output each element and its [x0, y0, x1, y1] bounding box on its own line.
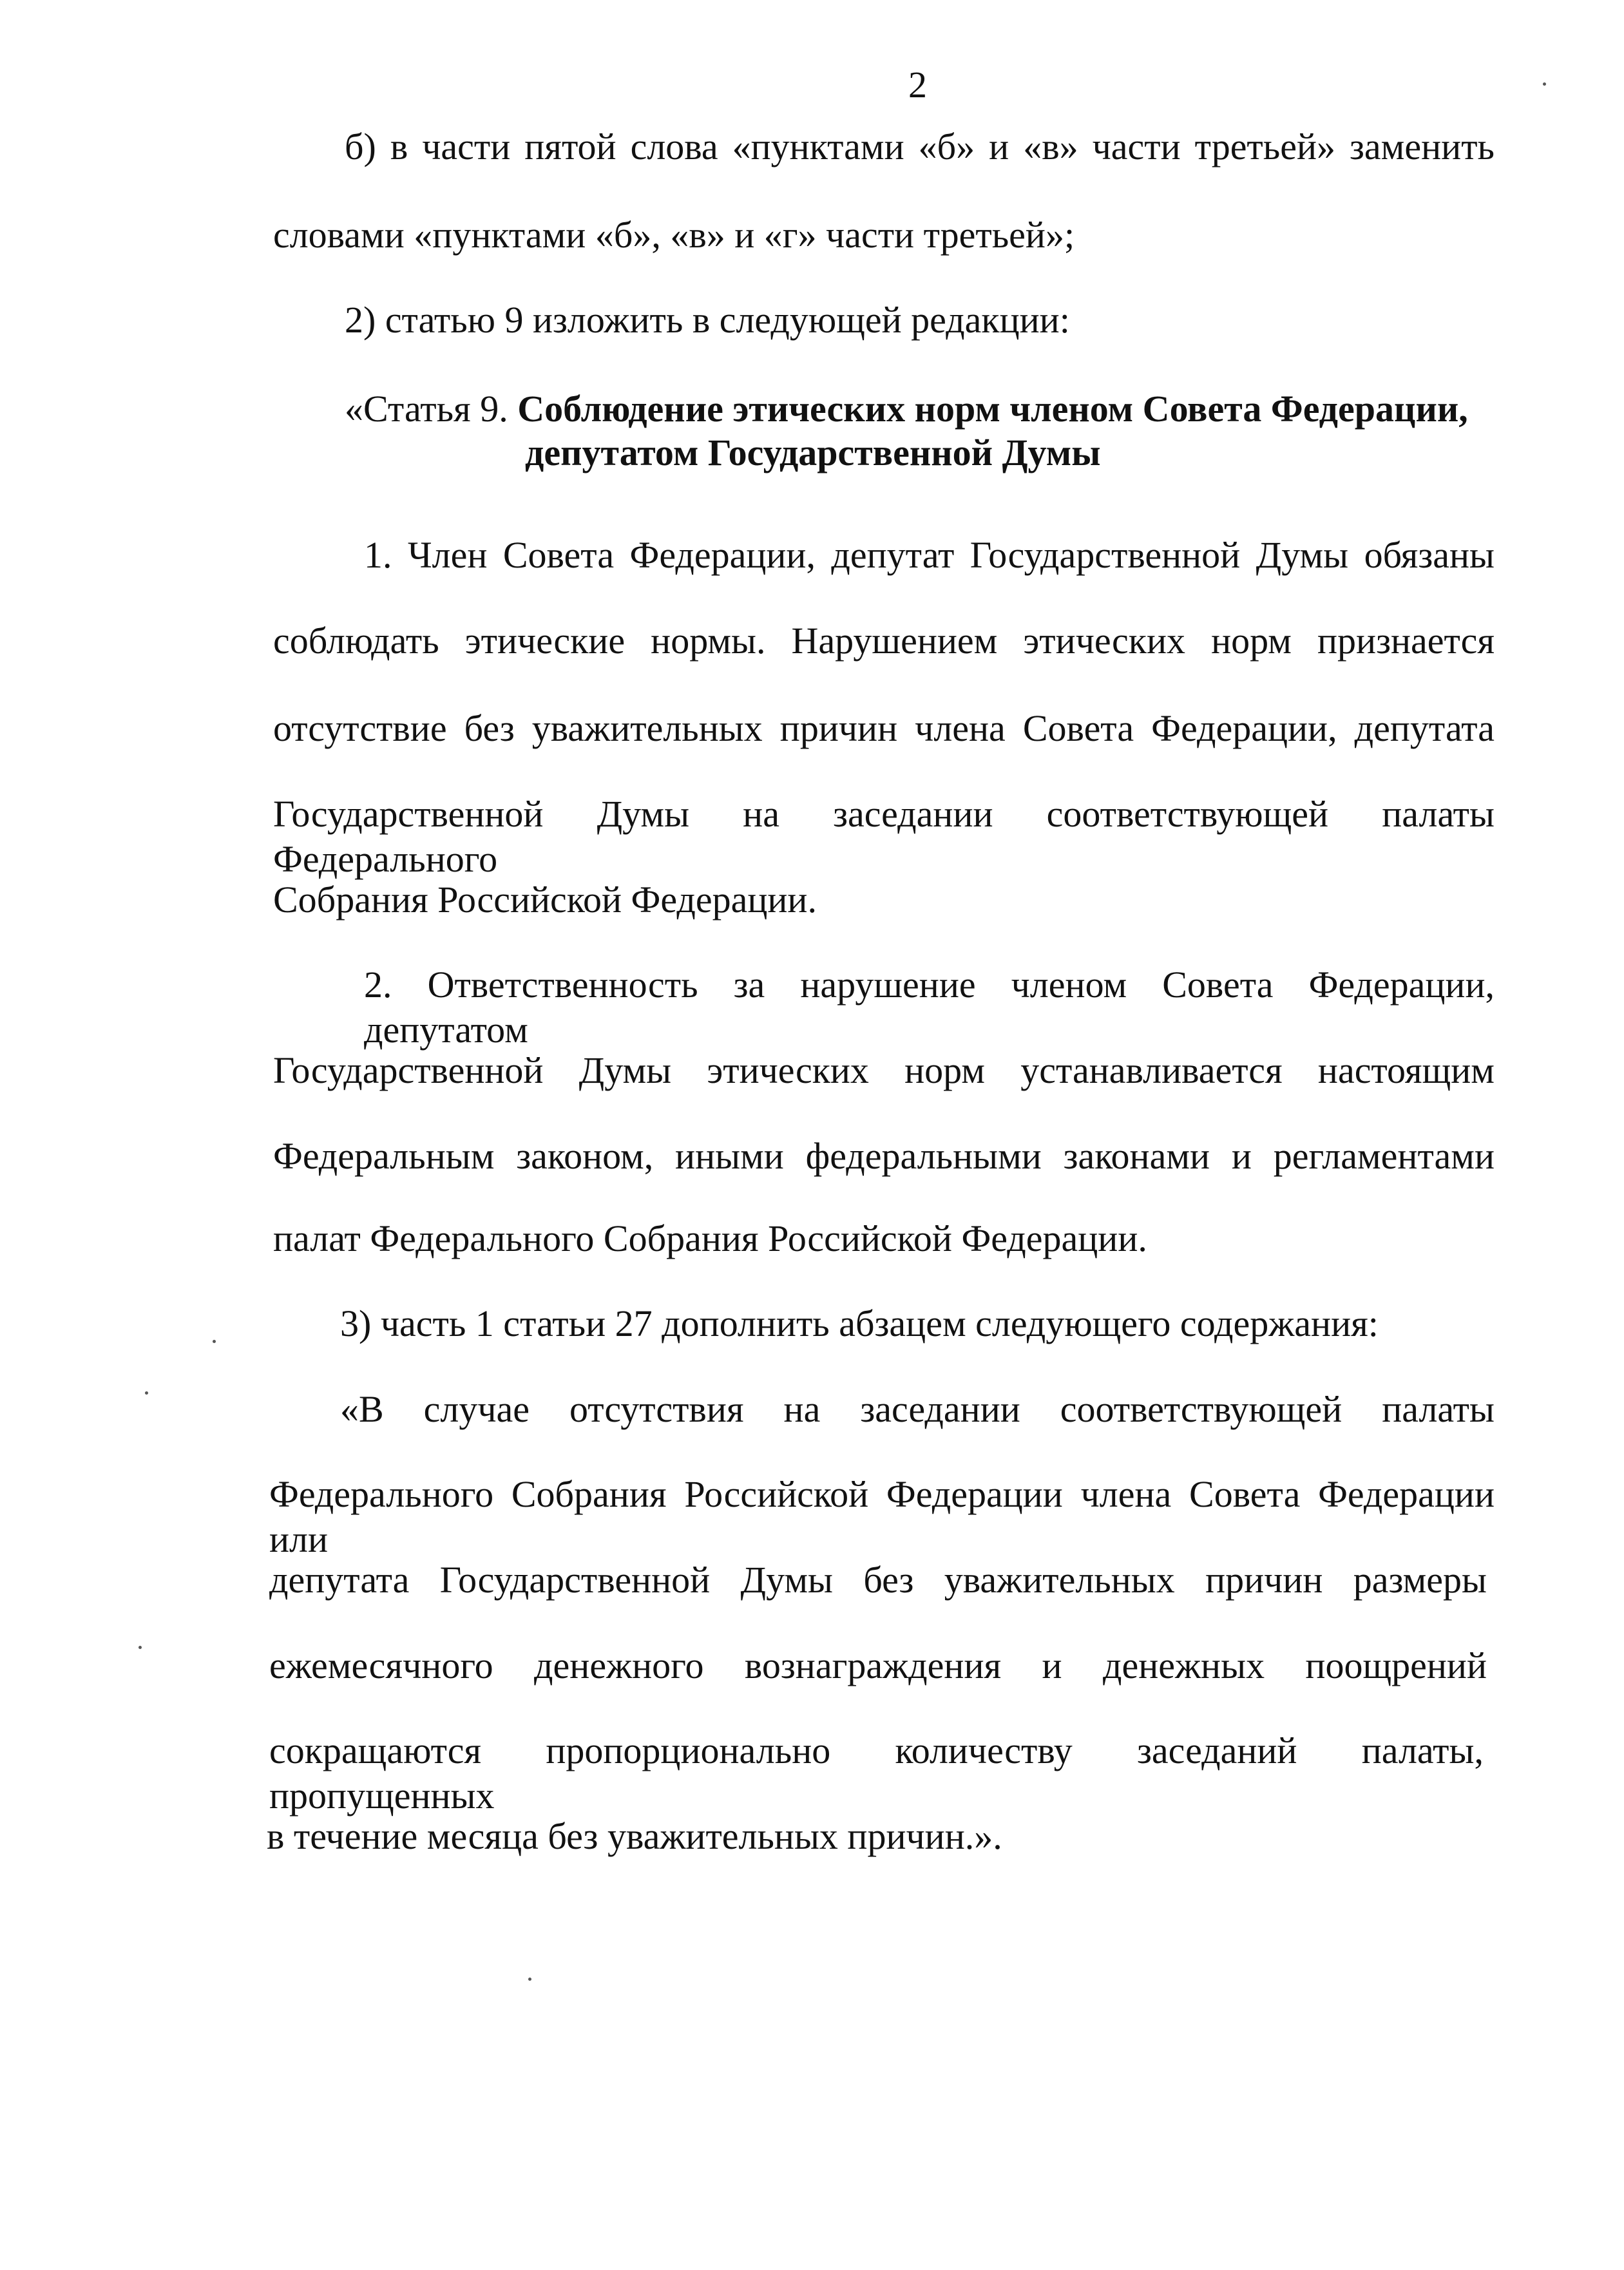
scan-speck	[213, 1340, 216, 1343]
page-number: 2	[908, 64, 927, 106]
article-title-cont: депутатом Государственной Думы	[525, 432, 1101, 473]
scan-speck	[139, 1646, 142, 1649]
paragraph-line: отсутствие без уважительных причин члена Совета Федерации, депутата	[273, 707, 1495, 749]
paragraph-line: сокращаются пропорционально количеству заседаний палаты, пропущенных	[269, 1730, 1484, 1817]
paragraph-line: б) в части пятой слова «пунктами «б» и «в» части третьей» заменить	[345, 126, 1495, 167]
paragraph-line: 2) статью 9 изложить в следующей редакции:	[345, 299, 1070, 341]
paragraph-line: 3) часть 1 статьи 27 дополнить абзацем следующего содержания:	[340, 1302, 1379, 1344]
scan-speck	[528, 1978, 531, 1981]
scan-speck	[1543, 82, 1546, 86]
paragraph-line: словами «пунктами «б», «в» и «г» части третьей»;	[273, 214, 1075, 256]
paragraph-line: депутата Государственной Думы без уважительных причин размеры	[269, 1559, 1487, 1601]
paragraph-line: палат Федерального Собрания Российской Федерации.	[273, 1217, 1147, 1259]
paragraph-line: Федерального Собрания Российской Федерации члена Совета Федерации или	[269, 1473, 1495, 1560]
paragraph-line: Федеральным законом, иными федеральными законами и регламентами	[273, 1135, 1495, 1177]
article-heading	[345, 386, 1566, 432]
paragraph-line: ежемесячного денежного вознаграждения и денежных поощрений	[269, 1645, 1487, 1686]
paragraph-line: «В случае отсутствия на заседании соответствующей палаты	[340, 1388, 1495, 1430]
paragraph-line: Государственной Думы этических норм устанавливается настоящим	[273, 1049, 1495, 1091]
paragraph-line: 2. Ответственность за нарушение членом Совета Федерации, депутатом	[364, 964, 1495, 1051]
paragraph-line: 1. Член Совета Федерации, депутат Государственной Думы обязаны	[364, 534, 1495, 576]
article-title: Соблюдение этических норм членом Совета Федерации,	[517, 388, 1468, 430]
article-number: «Статья 9.	[345, 388, 508, 430]
paragraph-line: Собрания Российской Федерации.	[273, 879, 817, 920]
paragraph-line: в течение месяца без уважительных причин.».	[267, 1815, 1002, 1857]
paragraph-line: Государственной Думы на заседании соответствующей палаты Федерального	[273, 793, 1495, 880]
scan-speck	[145, 1391, 148, 1395]
paragraph-line: соблюдать этические нормы. Нарушением этических норм признается	[273, 620, 1495, 662]
